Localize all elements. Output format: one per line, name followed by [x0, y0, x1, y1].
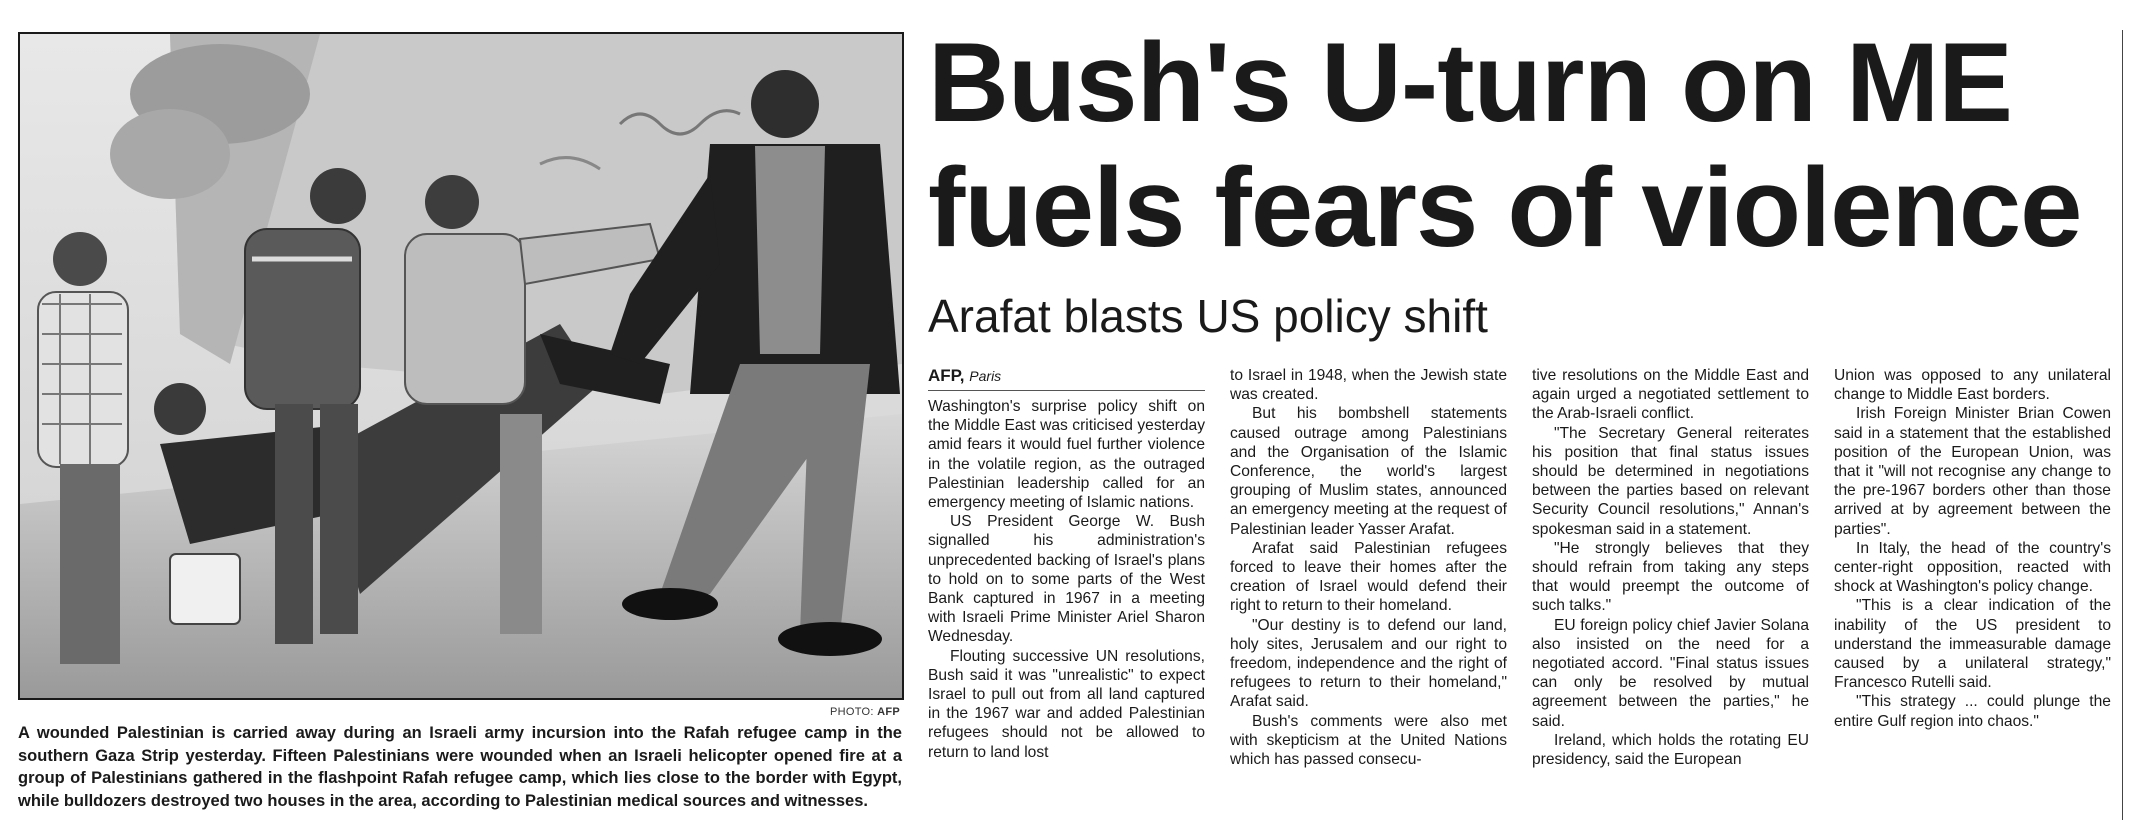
article-paragraph: "The Secretary General reiterates his position that final status issues should be determined in negotiations between the parties based on relevant Security Council resolutions," Annan's spokesman said in a statement. — [1532, 424, 1809, 538]
article-paragraph: Bush's comments were also met with skepticism at the United Nations which has passed consecu- — [1230, 712, 1507, 769]
photo-credit — [830, 706, 900, 718]
article-column-3 — [1532, 366, 1809, 769]
article-paragraph: Irish Foreign Minister Brian Cowen said in a statement that the established position of the European Union, was that it "will not recognise any change to the pre-1967 borders other than those arrived at by agreement between the parties". — [1834, 405, 2111, 538]
headline: Bush's U-turn on ME fuels fears of violence — [928, 20, 2082, 270]
subheadline: Arafat blasts US policy shift — [928, 290, 1488, 342]
article-paragraph: But his bombshell statements caused outrage among Palestinians and the Organisation of the Islamic Conference, the world's largest grouping of Muslim states, announced an emergency meeting at the request of Palestinian leader Yasser Arafat. — [1230, 405, 1507, 538]
article-column-2 — [1230, 366, 1507, 769]
article-paragraph: "Our destiny is to defend our land, holy sites, Jerusalem and our right to freedom, independence and the right of refugees to return to their homeland," Arafat said. — [1230, 616, 1507, 711]
byline-agency: AFP, — [928, 366, 965, 385]
byline — [928, 366, 1205, 391]
article-paragraph: "This strategy ... could plunge the entire Gulf region into chaos." — [1834, 693, 2111, 730]
photo-caption: A wounded Palestinian is carried away during an Israeli army incursion into the Rafah refugee camp in the southern Gaza Strip yesterday. Fifteen Palestinians were wounded when an Israeli helicopter opened fire at a group of Palestinians gathered in the flashpoint Rafah refugee camp, which lies close to the border with Egypt, while bulldozers destroyed two houses in the area, according to Palestinian medical sources and witnesses. — [18, 724, 902, 810]
column-divider — [2122, 30, 2123, 820]
photo-credit-label: PHOTO: — [829, 706, 874, 718]
article-paragraph: Ireland, which holds the rotating EU presidency, said the European — [1532, 731, 1809, 769]
byline-location: Paris — [969, 368, 1002, 384]
article-paragraph: In Italy, the head of the country's center-right opposition, reacted with shock at Washington's policy change. — [1834, 539, 2111, 596]
article-paragraph: US President George W. Bush signalled his administration's unprecedented backing of Israel's plans to hold on to some parts of the West Bank captured in 1967 in a meeting with Israeli Prime Minister Ariel Sharon Wednesday. — [928, 513, 1205, 646]
article-paragraph: to Israel in 1948, when the Jewish state was created. — [1230, 367, 1507, 404]
article-paragraph: "He strongly believes that they should refrain from taking any steps that would preempt the outcome of such talks." — [1532, 539, 1809, 615]
article-paragraph: Arafat said Palestinian refugees forced to leave their homes after the creation of Israel would defend their right to return to their homeland. — [1230, 539, 1507, 615]
photo-scene-illustration — [20, 34, 902, 698]
news-photo — [18, 32, 904, 700]
article-paragraph: Flouting successive UN resolutions, Bush said it was "unrealistic" to expect Israel to pull out from all land captured in the 1967 war and added Palestinian refugees should not be allowed to return to land lost — [928, 647, 1205, 761]
article-column-1 — [928, 366, 1205, 762]
article-column-4 — [1834, 366, 2111, 731]
photo-credit-source: AFP — [877, 706, 900, 718]
article-paragraph: tive resolutions on the Middle East and again urged a negotiated settlement to the Arab-Israeli conflict. — [1532, 367, 1809, 423]
article-paragraph: "This is a clear indication of the inability of the US president to understand the immeasurable damage caused by a unilateral strategy," Francesco Rutelli said. — [1834, 597, 2111, 692]
article-paragraph: EU foreign policy chief Javier Solana also insisted on the need for a negotiated accord. "Final status issues can only be resolved by mutual agreement between the parties," he said. — [1532, 616, 1809, 730]
article-paragraph: Union was opposed to any unilateral change to Middle East borders. — [1834, 367, 2111, 404]
article-paragraph: Washington's surprise policy shift on the Middle East was criticised yesterday amid fears it would fuel further violence in the volatile region, as the outraged Palestinian leadership called for an emergency meeting of Islamic nations. — [928, 398, 1205, 512]
